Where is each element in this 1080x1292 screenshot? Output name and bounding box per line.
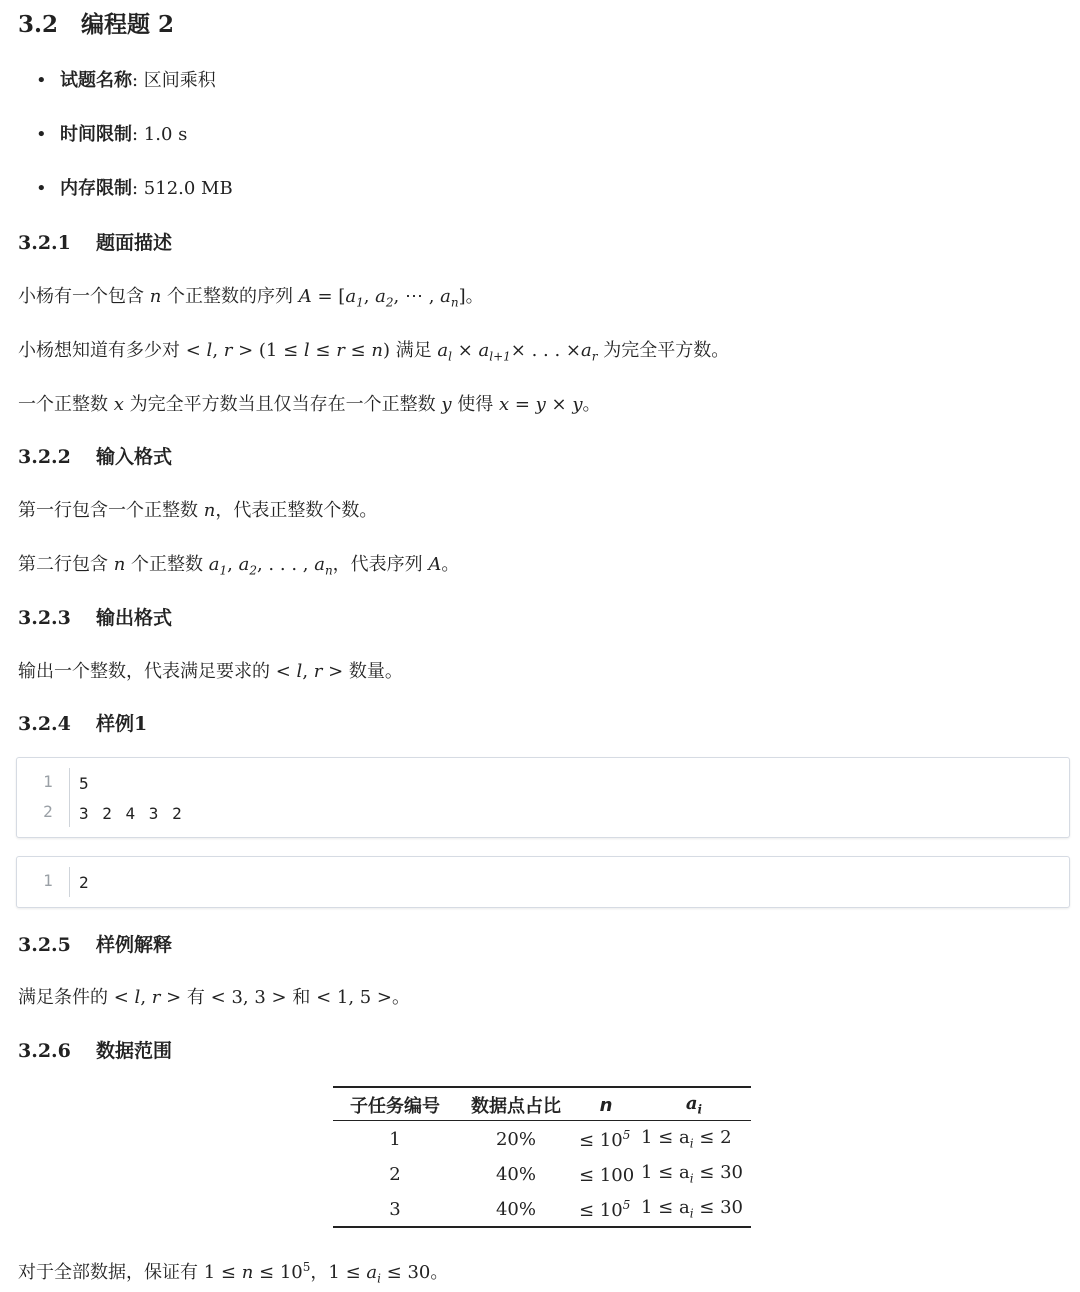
meta-label: 试题名称 [60,70,132,91]
subsection-heading-output [18,603,172,630]
input-paragraph-2: 第二行包含 n 个正整数 $a_1$, $a_2$, . . . , $a_n$，代表序列 A。 [18,554,460,578]
section-heading [18,6,174,39]
output-paragraph: 输出一个整数，代表满足要求的 < l, r > 数量。 [18,661,403,682]
desc-paragraph-1: 小杨有一个包含 n 个正整数的序列 $A = [a_1$, $a_2$, ⋯ , $a_n$]。 [18,286,484,310]
subsection-number: 3.2.5 [18,934,71,956]
meta-item-memory: • 内存限制: 512.0 MB [36,178,233,199]
explain-paragraph: 满足条件的 < l, r > 有 < 3, 3 > 和 < 1, 5 >。 [18,987,411,1008]
meta-label: 内存限制 [60,178,132,199]
meta-value: 区间乘积 [143,70,216,91]
header-n: n [599,1094,613,1116]
input-paragraph-1: 第一行包含一个正整数 n，代表正整数个数。 [18,500,378,521]
meta-value: 1.0 s [143,124,188,145]
subsection-title: 样例1 [96,713,148,735]
code-text: 2 [79,873,91,892]
final-constraint-paragraph: 对于全部数据，保证有 $1 \le n \le 10^5$，$1 \le a_i \le 30$。 [18,1260,449,1286]
table-row: 2 40% ≤ 100 $1 \le a_i \le 30$ [389,1162,744,1186]
meta-label: 时间限制 [60,124,132,145]
code-line [17,796,1069,826]
code-text: 3 2 4 3 2 [79,804,184,823]
subsection-heading-range [18,1036,172,1063]
section-number: 3.2 [18,11,59,38]
subsection-title: 数据范围 [96,1040,173,1062]
table-header-row [333,1087,751,1121]
code-text: 5 [79,774,91,793]
subsection-title: 题面描述 [96,232,173,254]
table-row: 1 20% ≤ $10^5$ $1 \le a_i \le 2$ [389,1127,732,1151]
subsection-number: 3.2.4 [18,713,71,735]
subsection-number: 3.2.3 [18,607,71,629]
bullet-icon: • [36,124,47,145]
header-subtask: 子任务编号 [350,1096,440,1117]
header-percentage: 数据点占比 [471,1096,561,1117]
header-a: $a_i$ [685,1093,703,1117]
sample-output-block[interactable] [16,856,1070,908]
subsection-number: 3.2.1 [18,232,71,254]
section-title: 编程题 2 [81,11,175,38]
code-line [17,865,1069,895]
meta-item-name: • 试题名称: 区间乘积 [36,70,216,91]
desc-paragraph-2: 小杨想知道有多少对 < l, r > (1 ≤ l ≤ r ≤ n) 满足 $a_l \times a_{l+1}\times$ . . . $\times a_r$ 为完全平方数。 [18,340,730,364]
bullet-icon: • [36,70,47,91]
code-line [17,766,1069,796]
meta-item-time: • 时间限制: 1.0 s [36,124,188,145]
sample-input-block[interactable] [16,757,1070,838]
line-number: 2 [43,802,53,821]
subsection-title: 样例解释 [96,934,173,956]
meta-value: 512.0 MB [143,178,233,199]
subsection-title: 输出格式 [96,607,173,629]
subsection-heading-explain [18,930,172,957]
desc-paragraph-3: 一个正整数 x 为完全平方数当且仅当存在一个正整数 y 使得 x = y × y。 [18,394,601,415]
line-number: 1 [43,772,53,791]
line-number: 1 [43,871,53,890]
subsection-heading-sample [18,709,147,736]
subsection-heading-input [18,442,172,469]
subsection-heading-desc [18,228,172,255]
data-range-table [333,1086,751,1228]
table-row: 3 40% ≤ $10^5$ $1 \le a_i \le 30$ [333,1191,751,1227]
subsection-number: 3.2.2 [18,446,71,468]
subsection-title: 输入格式 [96,446,173,468]
subsection-number: 3.2.6 [18,1040,71,1062]
bullet-icon: • [36,178,47,199]
